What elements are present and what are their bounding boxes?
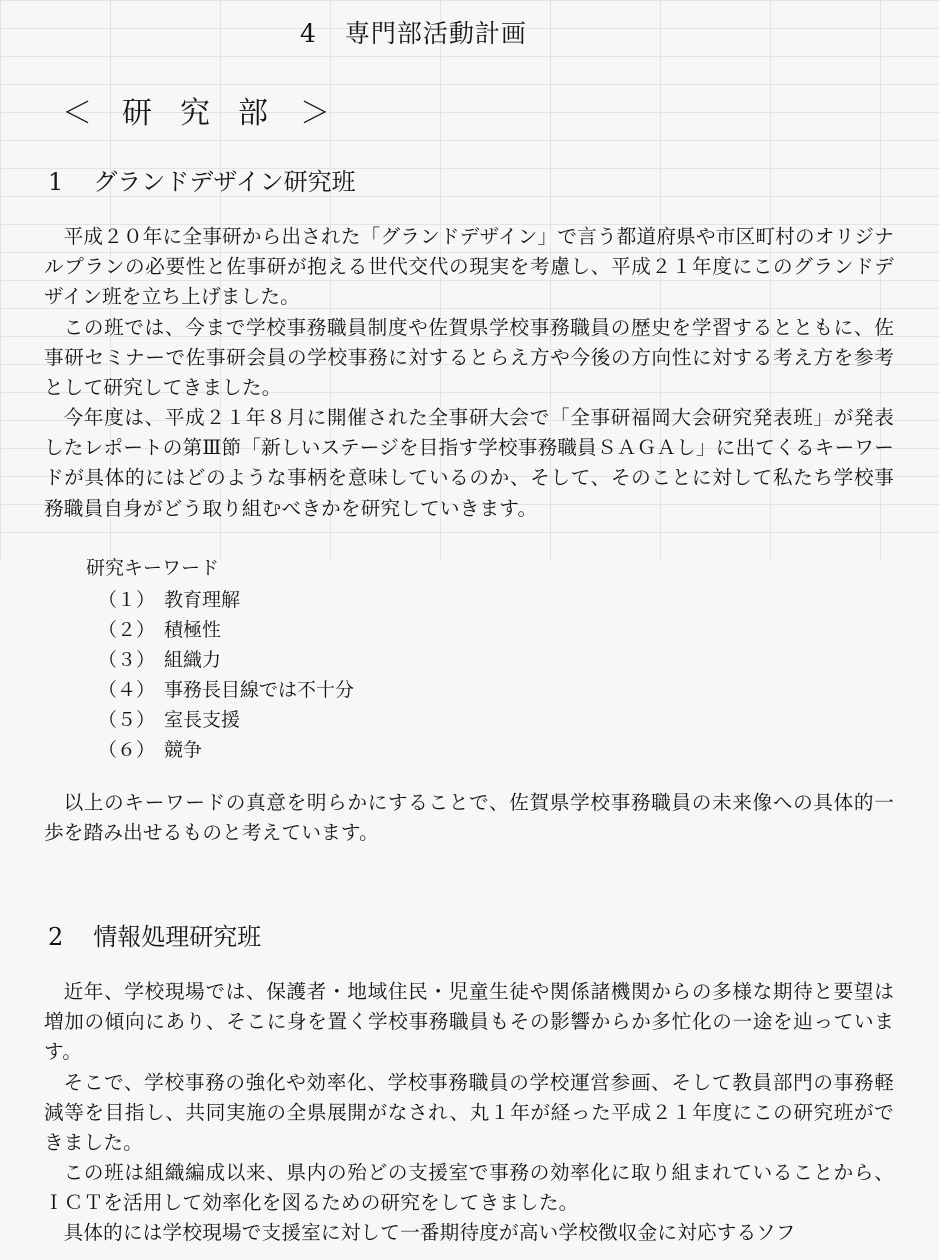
section-1-paragraph-2: この班では、今まで学校事務職員制度や佐賀県学校事務職員の歴史を学習するとともに、佐事研セミナーで佐事研会員の学校事務に対するとらえ方や今後の方向性に対する考え方を参考として研究してきました。	[44, 316, 894, 400]
keyword-number: （２）	[98, 619, 156, 641]
keyword-label: 室長支援	[164, 709, 241, 731]
keywords-list	[98, 585, 354, 765]
section-2-heading	[48, 917, 261, 952]
department-heading	[62, 88, 330, 132]
section-1-heading	[48, 162, 356, 197]
section-2-paragraph-2: そこで、学校事務の強化や効率化、学校事務職員の学校運営参画、そして教員部門の事務軽減等を目指し、共同実施の全県展開がなされ、丸１年が経った平成２１年度にこの研究班ができました。	[44, 1071, 894, 1155]
keyword-number: （４）	[98, 679, 156, 701]
keyword-label: 積極性	[164, 619, 222, 641]
keyword-item	[98, 645, 354, 675]
keyword-item	[98, 735, 354, 765]
section-1-title: グランドデザイン研究班	[93, 168, 356, 196]
page-title	[300, 14, 527, 50]
keyword-item	[98, 615, 354, 645]
close-bracket: ＞	[300, 96, 330, 131]
department-name: 研究部	[122, 96, 296, 131]
keyword-item	[98, 585, 354, 615]
keyword-label: 事務長目線では不十分	[164, 679, 355, 701]
keyword-number: （１）	[98, 589, 156, 611]
keyword-number: （３）	[98, 649, 156, 671]
keyword-number: （６）	[98, 739, 156, 761]
section-2-title: 情報処理研究班	[93, 923, 262, 951]
section-1-paragraph-3: 今年度は、平成２１年８月に開催された全事研大会で「全事研福岡大会研究発表班」が発表したレポートの第Ⅲ節「新しいステージを目指す学校事務職員ＳＡＧＡし」に出てくるキーワードが具体的にはどのような事柄を意味しているのか、そして、そのことに対して私たち学校事務職員自身がどう取り組むべきかを研究していきます。	[44, 406, 894, 520]
keyword-item	[98, 675, 354, 705]
title-number: 4	[300, 19, 317, 48]
section-1-number: 1	[48, 168, 64, 196]
section-1-conclusion: 以上のキーワードの真意を明らかにすることで、佐賀県学校事務職員の未来像への具体的一歩を踏み出せるものと考えています。	[44, 791, 894, 845]
section-2-paragraph-3: この班は組織編成以来、県内の殆どの支援室で事務の効率化に取り組まれていることから、ＩＣＴを活用して効率化を図るための研究をしてきました。	[44, 1161, 894, 1215]
keyword-item	[98, 705, 354, 735]
keyword-label: 教育理解	[164, 589, 241, 611]
keywords-title: 研究キーワード	[86, 557, 220, 579]
section-2-paragraph-4: 具体的には学校現場で支援室に対して一番期待度が高い学校徴収金に対応するソフ	[63, 1221, 796, 1244]
section-2-number: 2	[48, 923, 64, 951]
title-text: 専門部活動計画	[344, 19, 527, 48]
keyword-label: 組織力	[164, 649, 222, 671]
keyword-label: 競争	[164, 739, 203, 761]
open-bracket: ＜	[62, 96, 92, 131]
section-1-paragraph-1: 平成２０年に全事研から出された「グランドデザイン」で言う都道府県や市区町村のオリジナルプランの必要性と佐事研が抱える世代交代の現実を考慮し、平成２１年度にこのグランドデザイン班を立ち上げました。	[44, 225, 894, 309]
keyword-number: （５）	[98, 709, 156, 731]
section-2-paragraph-1: 近年、学校現場では、保護者・地域住民・児童生徒や関係諸機関からの多様な期待と要望は増加の傾向にあり、そこに身を置く学校事務職員もその影響からか多忙化の一途を辿っています。	[44, 980, 894, 1064]
